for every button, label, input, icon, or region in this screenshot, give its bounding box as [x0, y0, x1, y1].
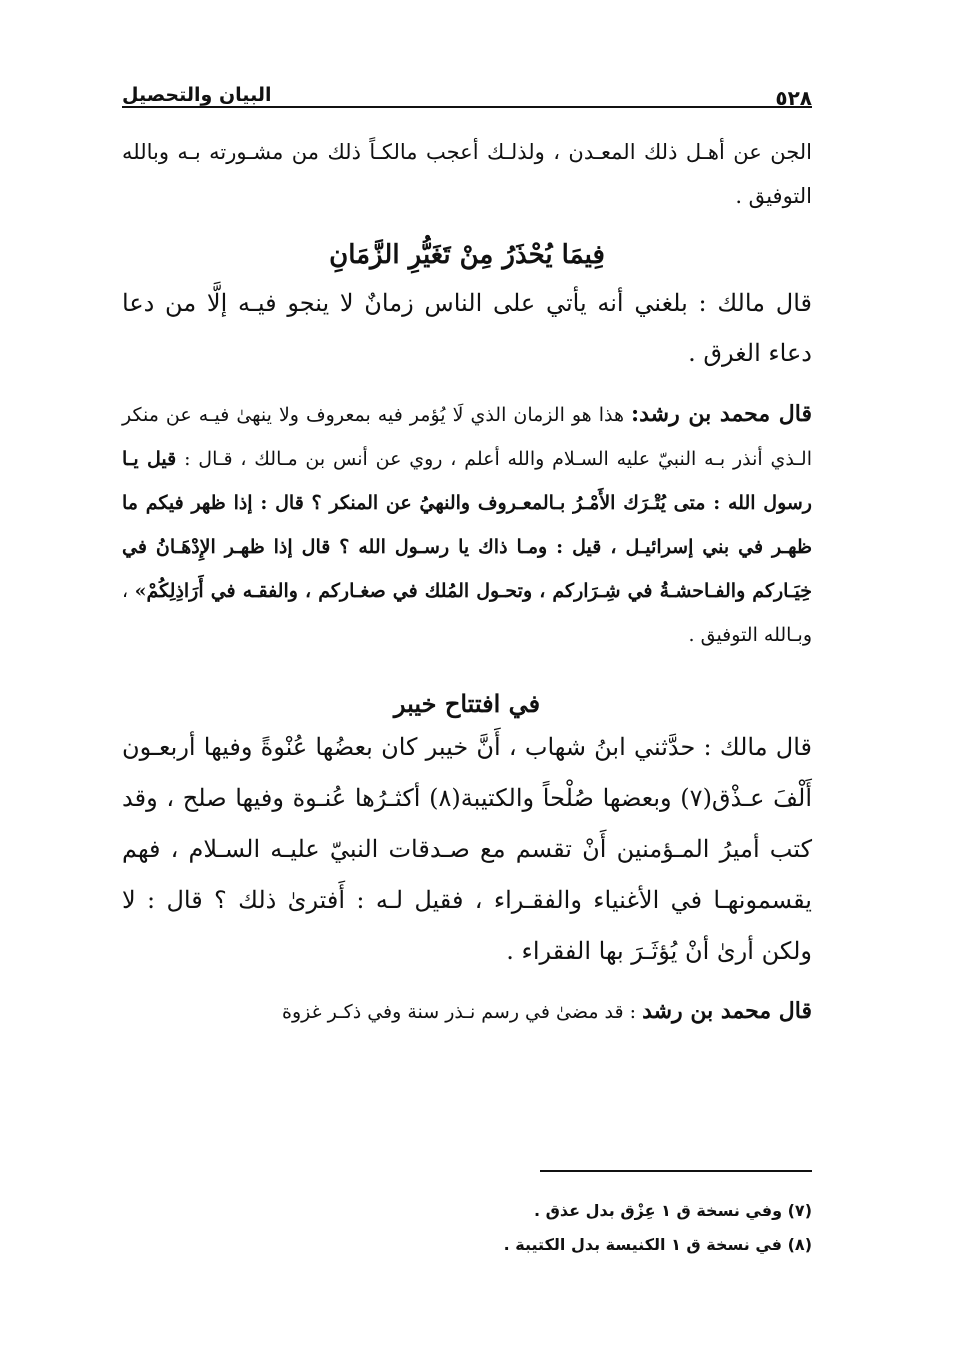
footnote-divider — [540, 1170, 812, 1172]
page-header — [122, 60, 812, 108]
section-heading: فِيمَا يُحْذَرُ مِنْ تَغَيُّرِ الزَّمَانِ — [329, 240, 605, 270]
footnotes — [122, 1170, 812, 1262]
footnote: (٨) في نسخة ق ١ الكنيسة بدل الكتيبة . — [503, 1235, 812, 1254]
commentary-paragraph — [122, 392, 812, 657]
malik-saying: قال مالك : حدَّثني ابنُ شهاب ، أَنَّ خيبر كان بعضُها عُنْوةً وفيها أربعـون أَلْفَ عـذْق(٧) وبعضها صُلْحاً والكتيبة(٨) أكثـرُها عُنـوة وفيها صلح ، وقد كتب أميرُ المـؤمنين أَنْ تقسم مع صـدقات النبيّ عليـه السـلام ، فهم يقسمونهـا في الأغنياء والفقـراء ، فقيل لـه : أَفترىٰ ذلك ؟ قال : لا ولكن أرىٰ أنْ يُؤثَـرَ بها الفقراء . — [122, 733, 812, 965]
commentary-closing: ، وبـالله التوفيق . — [122, 580, 812, 646]
commentary-text: هذا هو الزمان الذي لَا يُؤمر فيه بمعروف ولا ينهىٰ فيـه عن منكر الـذي أنذر بـه النبيّ عليه السـلام والله أعلم ، روي عن أنس بن مـالك ، قـال : — [122, 404, 813, 470]
hadith-text: قيل يـا رسول الله : متى يُتْـرَك الأَمْـرُ بـالمعـروف والنهيُ عن المنكر ؟ قال : إذا ظهر فيكم ما ظهـر في بني إسرائيـل ، قيل : ومـا ذاك يا رسـول الله ؟ قال إذا ظهـر الإِدْهَـانُ في خِيَـاركم والفـاحشـةُ في شِـرَاركم ، وتحـول المُلك في صغـاركم ، والفقـه في أَرَاذِلِكُمْ» — [122, 448, 813, 602]
ibn-rushd-label: قال محمد بن رشد — [642, 998, 812, 1024]
commentary-text: : قد مضىٰ في رسم نـذر سنة وفي ذكـر غزوة — [282, 1001, 643, 1023]
footnote: (٧) وفي نسخة ق ١ عِزْق بدل عذق . — [533, 1201, 812, 1220]
running-title: البيان والتحصيل — [122, 84, 272, 106]
section-heading: في افتتاح خيبر — [393, 689, 541, 718]
ibn-rushd-label: قال محمد بن رشد: — [631, 401, 812, 427]
intro-paragraph: الجن عن أهـل ذلك المعـدن ، ولذلـك أعجب مالكـاً ذلك من مشـورته بـه وبالله التوفيق . — [122, 140, 812, 208]
malik-saying: قال مالك : بلغني أنه يأتي على الناس زمانٌ لا ينجو فيـه إلَّا من دعا دعاء الغرق . — [122, 289, 812, 367]
page-number: ٥٢٨ — [775, 86, 812, 110]
page-body — [122, 60, 812, 1034]
commentary-paragraph — [122, 989, 812, 1034]
